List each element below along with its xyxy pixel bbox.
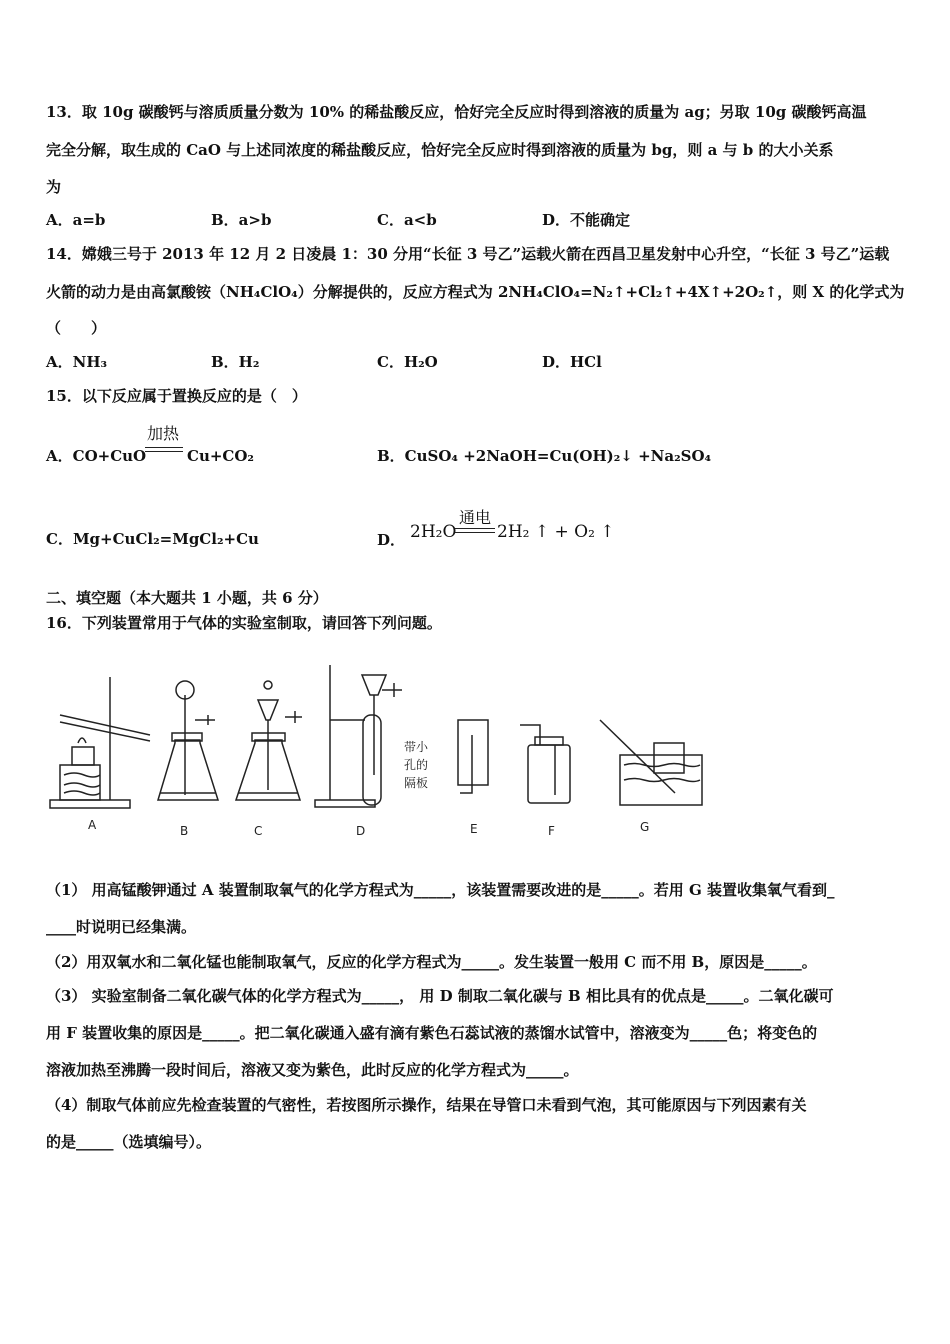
figure-label-f: F — [548, 824, 555, 838]
apparatus-b — [158, 681, 218, 800]
q14-line2: 火箭的动力是由高氯酸铵（NH₄ClO₄）分解提供的，反应方程式为 2NH₄ClO₄=N₂↑+Cl₂↑+4X↑+2O₂↑，则 X 的化学式为 — [46, 283, 905, 301]
q16-part3-line2: 用 F 装置收集的原因是_____。把二氧化碳通入盛有滴有紫色石蕊试液的蒸馏水试管中，溶液变为_____色；将变色的 — [46, 1024, 818, 1042]
q14-option-a: A．NH₃ — [46, 353, 108, 371]
section-heading: 二、填空题（本大题共 1 小题，共 6 分） — [46, 589, 328, 607]
figure-label-g: G — [640, 820, 650, 834]
q16-part3-line1: （3） 实验室制备二氧化碳气体的化学方程式为_____， 用 D 制取二氧化碳与 B 相比具有的优点是_____。二氧化碳可 — [46, 987, 834, 1005]
q14-line3: （ ） — [46, 319, 107, 337]
q14-option-b: B．H₂ — [211, 353, 260, 371]
q15-option-a-reactants: A．CO+CuO — [46, 447, 147, 465]
q15-option-d-products: 2H₂ ↑ + O₂ ↑ — [497, 522, 615, 542]
q13-option-d: D．不能确定 — [542, 211, 631, 229]
q15-stem: 15．以下反应属于置换反应的是（ ） — [46, 387, 307, 405]
apparatus-a — [50, 677, 150, 808]
q15-option-d-label: D． — [377, 531, 406, 549]
q13-line3: 为 — [46, 178, 62, 196]
q15-option-a-equals — [145, 447, 183, 452]
apparatus-c — [236, 681, 302, 800]
q13-option-b: B．a>b — [211, 211, 272, 229]
q13-line1: 13．取 10g 碳酸钙与溶质质量分数为 10% 的稀盐酸反应，恰好完全反应时得到溶液的质量为 ag；另取 10g 碳酸钙高温 — [46, 103, 867, 121]
q13-option-c: C．a<b — [377, 211, 437, 229]
figure-note-line3: 隔板 — [404, 776, 429, 790]
figure-label-d: D — [356, 824, 366, 838]
q16-stem: 16．下列装置常用于气体的实验室制取，请回答下列问题。 — [46, 614, 442, 632]
apparatus-f — [520, 725, 570, 803]
q16-part3-line3: 溶液加热至沸腾一段时间后，溶液又变为紫色，此时反应的化学方程式为_____。 — [46, 1061, 579, 1079]
q14-option-d: D．HCl — [542, 353, 602, 371]
q15-option-c: C．Mg+CuCl₂=MgCl₂+Cu — [46, 530, 259, 548]
q16-part2: （2）用双氧水和二氧化锰也能制取氧气，反应的化学方程式为_____。发生装置一般用 C 而不用 B，原因是_____。 — [46, 953, 817, 971]
apparatus-d — [315, 665, 402, 807]
q15-option-d-equals — [455, 528, 495, 533]
apparatus-figure — [40, 655, 720, 845]
q16-part1-line1: （1） 用高锰酸钾通过 A 装置制取氧气的化学方程式为_____，该装置需要改进的是_____。若用 G 装置收集氧气看到_ — [46, 881, 835, 899]
q14-line1: 14．嫦娥三号于 2013 年 12 月 2 日凌晨 1：30 分用“长征 3 号乙”运载火箭在西昌卫星发射中心升空，“长征 3 号乙”运载 — [46, 245, 890, 263]
q14-option-c: C．H₂O — [377, 353, 438, 371]
q13-option-a: A．a=b — [46, 211, 106, 229]
figure-label-e: E — [470, 822, 478, 836]
q16-part4-line1: （4）制取气体前应先检查装置的气密性，若按图所示操作，结果在导管口未看到气泡，其可能原因与下列因素有关 — [46, 1096, 807, 1114]
q16-part4-line2: 的是_____（选填编号）。 — [46, 1133, 212, 1151]
q15-option-d-reactant: 2H₂O — [410, 522, 457, 542]
figure-label-b: B — [180, 824, 189, 838]
figure-note-line2: 孔的 — [404, 758, 429, 772]
q13-line2: 完全分解，取生成的 CaO 与上述同浓度的稀盐酸反应，恰好完全反应时得到溶液的质量为 bg，则 a 与 b 的大小关系 — [46, 141, 834, 159]
apparatus-g — [600, 720, 702, 805]
q16-part1-line2: ____时说明已经集满。 — [46, 918, 197, 936]
q15-option-d-condition: 通电 — [459, 508, 492, 527]
q15-option-a-products: Cu+CO₂ — [187, 447, 254, 465]
figure-note-line1: 带小 — [404, 740, 429, 754]
figure-label-c: C — [254, 824, 263, 838]
q15-option-a-condition: 加热 — [147, 424, 180, 443]
apparatus-e — [458, 720, 488, 793]
q15-option-b: B．CuSO₄ +2NaOH=Cu(OH)₂↓ +Na₂SO₄ — [377, 447, 712, 465]
figure-label-a: A — [88, 818, 97, 832]
